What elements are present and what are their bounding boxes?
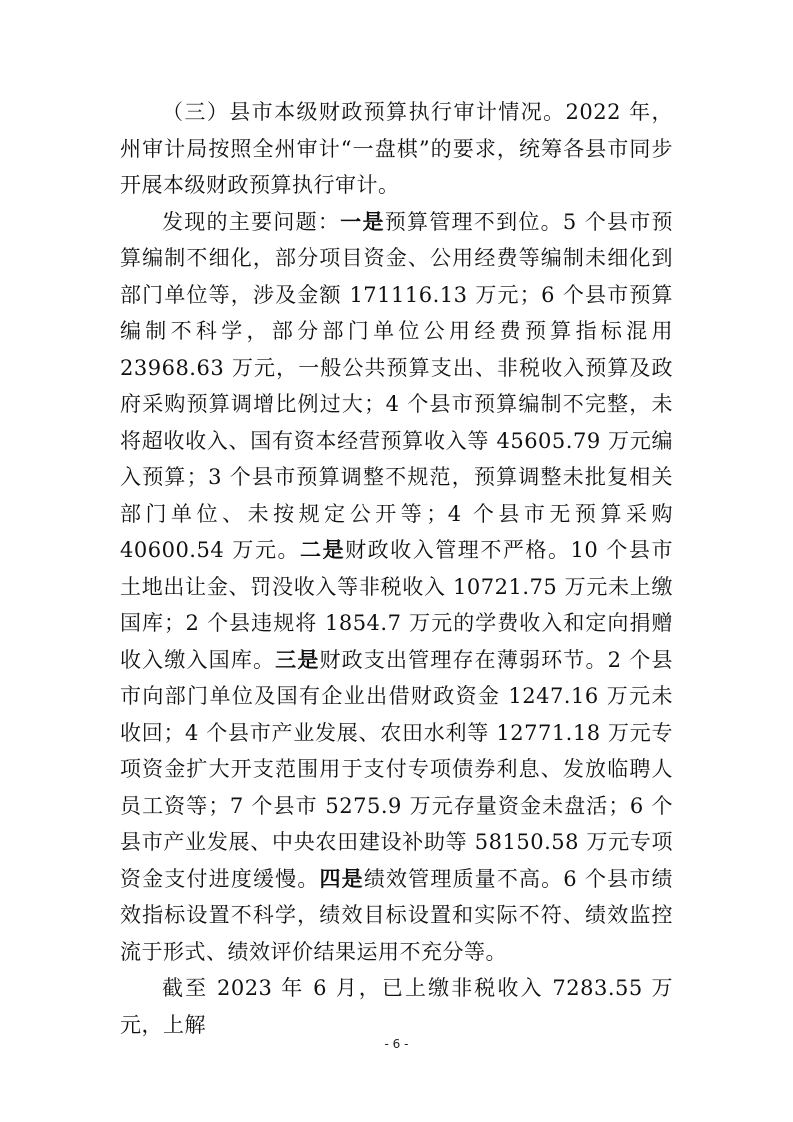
text-segment: 预算管理不到位。5 个县市预算编制不细化，部分项目资金、公用经费等编制未细化到部门单位等，涉及金额 171116.13 万元；6 个县市预算编制不科学，部分部门单位公用经费预算指标混用 23968.63 万元，一般公共预算支出、非税收入预算及政府采购预算调增比例过大；4 个县市预算编制不完整，未将超收收入、国有资本经营预算收入等 45605.79 万元编入预算；3 个县市预算调整不规范，预算调整未批复相关部门单位、未按规定公开等；4 个县市无预算采购 40600.54 万元。 [120,209,674,562]
bold-marker-second: 二是 [300,537,346,562]
text-segment: 发现的主要问题： [162,209,341,234]
text-segment: 截至 2023 年 6 月，已上缴非税收入 7283.55 万元，上解 [120,976,673,1037]
text-segment: 财政支出管理存在薄弱环节。2 个县市向部门单位及国有企业出借财政资金 1247.16 万元未收回；4 个县市产业发展、农田水利等 12771.18 万元专项资金扩大开支范围用于支付专项债券利息、发放临聘人员工资等；7 个县市 5275.9 万元存量资金未盘活；6 个县市产业发展、中央农田建设补助等 58150.58 万元专项资金支付进度缓慢。 [120,647,674,891]
paragraph-main-issues [120,204,673,971]
body-text [120,94,673,1043]
paragraph-county-audit-intro [120,94,673,204]
bold-marker-fourth: 四是 [319,865,364,891]
text-segment: （三）县市本级财政预算执行审计情况。2022 年，州审计局按照全州审计“一盘棋”的要求，统筹各县市同步开展本级财政预算执行审计。 [120,100,673,197]
text-segment: 财政收入管理不严格。10 个县市土地出让金、罚没收入等非税收入 10721.75 万元未上缴国库；2 个县违规将 1854.7 万元的学费收入和定向捐赠收入缴入国库。 [120,538,673,672]
text-segment: 绩效管理质量不高。6 个县市绩效指标设置不科学，绩效目标设置和实际不符、绩效监控流于形式、绩效评价结果运用不充分等。 [120,866,674,964]
page-number: - 6 - [384,1037,409,1051]
bold-marker-third: 三是 [275,646,320,672]
bold-marker-first: 一是 [340,208,385,234]
paragraph-rectification-progress [120,970,673,1043]
